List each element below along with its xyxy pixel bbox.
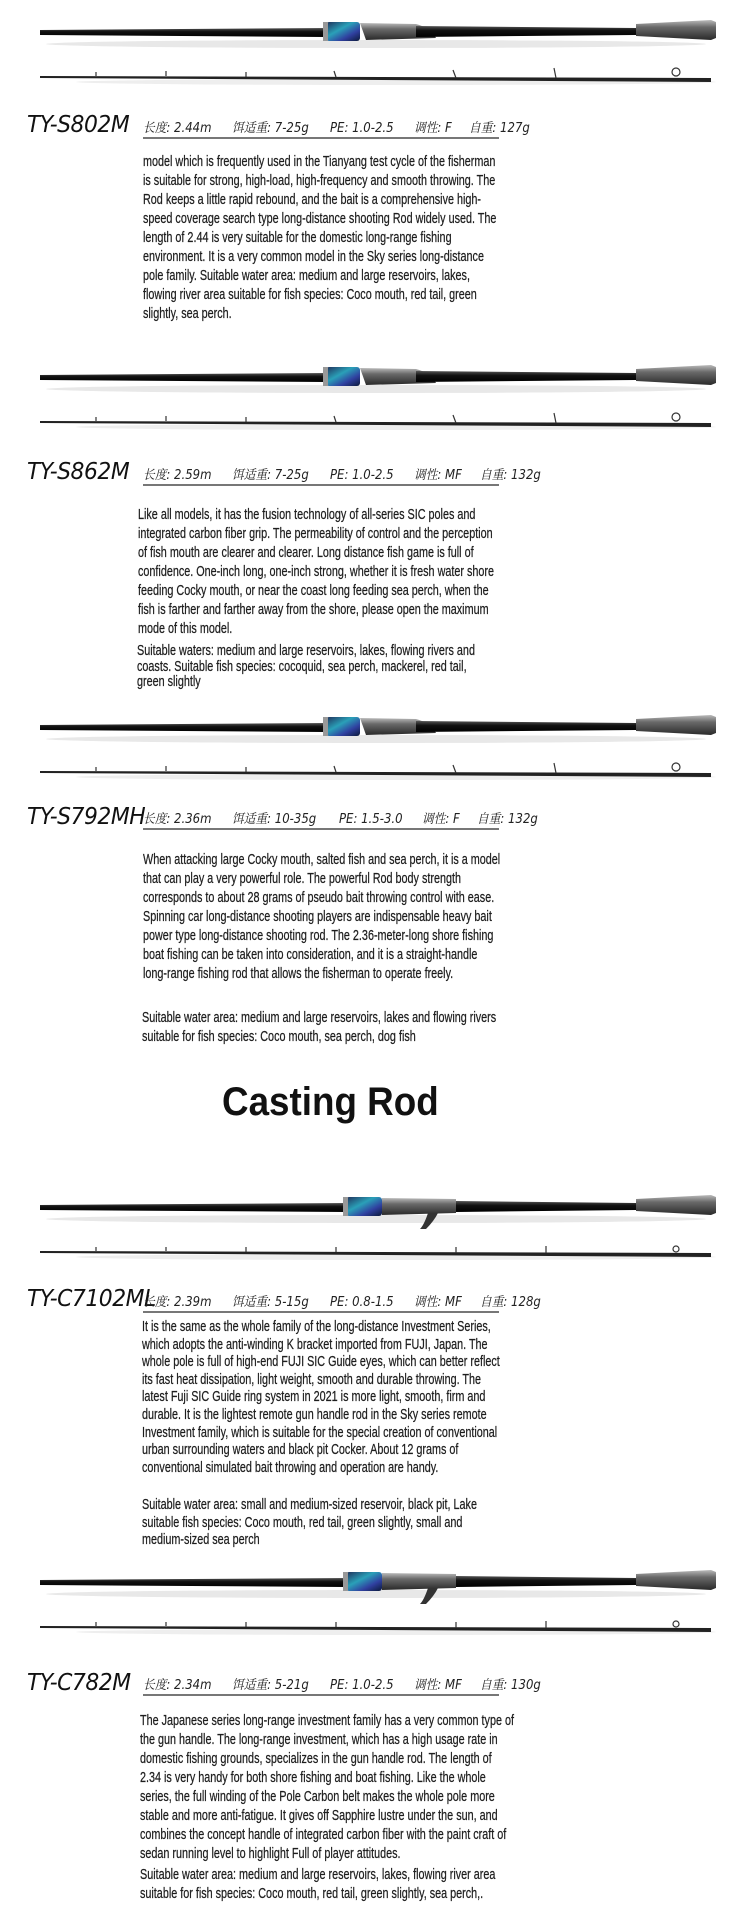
- section-heading-casting-rod: Casting Rod: [222, 1080, 439, 1124]
- spec-pe: PE: 1.0-2.5: [330, 121, 394, 136]
- spec-pe: PE: 1.0-2.5: [330, 468, 394, 483]
- spec-line: [143, 461, 542, 486]
- rod-description: Like all models, it has the fusion technology of all-series SIC poles and integrated carbon fiber grip. The permeability of control and the perception of fish mouth are clearer and clearer. Long distance fish game is full of confidence. One-inch long, one-inch strong, whether it is fresh water shore feeding Cocky mouth, or near the coast long feeding sea perch, when the fish is farther and farther away from the shore, please open the maximum mode of this model.: [138, 506, 494, 637]
- model-name: TY-S792MH: [27, 804, 146, 830]
- spec-length: 长度: 2.44m: [143, 121, 212, 136]
- spec-action: 调性: F: [414, 121, 452, 136]
- spec-action: 调性: F: [422, 812, 461, 827]
- spec-lure-weight: 饵适重: 7-25g: [232, 468, 309, 483]
- spec-pe: PE: 0.8-1.5: [330, 1295, 394, 1310]
- spec-line: [143, 805, 539, 830]
- spec-length: 长度: 2.34m: [143, 1678, 212, 1693]
- spinning-rod-image: [36, 705, 720, 789]
- spec-weight: 自重: 132g: [480, 468, 542, 483]
- rod-suitable-waters: Suitable water area: medium and large reservoirs, lakes and flowing rivers suitable for fish species: Coco mouth, sea perch, dog fish: [142, 1009, 497, 1045]
- model-name: TY-C7102ML: [27, 1286, 156, 1312]
- model-name: TY-S802M: [27, 112, 130, 138]
- casting-rod-image: [36, 1560, 720, 1644]
- spec-length: 长度: 2.39m: [143, 1295, 212, 1310]
- spec-line: [143, 114, 530, 139]
- rod-suitable-waters: Suitable water area: small and medium-sized reservoir, black pit, Lake suitable fish species: Coco mouth, red tail, green slightly, small and medium-sized sea perch: [142, 1496, 477, 1549]
- rod-description: model which is frequently used in the Tianyang test cycle of the fisherman is suitable for strong, high-load, high-frequency and smooth throwing. The Rod keeps a little rapid rebound, and the bait is a comprehensive high-speed coverage search type long-distance shooting Rod widely used. The length of 2.44 is very suitable for the domestic long-range fishing environment. It is a very common model in the Sky series long-distance pole family. Suitable water area: medium and large reservoirs, lakes, flowing river area suitable for fish species: Coco mouth, red tail, green slightly, sea perch.: [143, 153, 497, 322]
- spec-length: 长度: 2.36m: [143, 812, 212, 827]
- spinning-rod-image: [36, 10, 720, 94]
- spec-weight: 自重: 130g: [480, 1678, 542, 1693]
- rod-description: It is the same as the whole family of the long-distance Investment Series, which adopts the anti-winding K bracket imported from FUJI, Japan. The whole pole is full of high-end FUJI SIC Guide eyes, which can better reflect its fast heat dissipation, light weight, smooth and durable throwing. The latest Fuji SIC Guide ring system in 2021 is more light, smooth, firm and durable. It is the lightest remote gun handle rod in the Sky series remote Investment family, which is suitable for the special creation of conventional urban surrounding waters and black pit Cocker. About 12 grams of conventional simulated bait throwing and operation are handy.: [142, 1318, 500, 1476]
- spec-pe: PE: 1.0-2.5: [330, 1678, 394, 1693]
- rod-description: When attacking large Cocky mouth, salted fish and sea perch, it is a model that can play a very powerful role. The powerful Rod body strength corresponds to about 28 grams of pseudo bait throwing control with ease. Spinning car long-distance shooting players are indispensable heavy bait power type long-distance shooting rod. The 2.36-meter-long shore fishing boat fishing can be taken into consideration, and it is a straight-handle long-range fishing rod that allows the fisherman to operate freely.: [143, 851, 501, 982]
- spinning-rod-image: [36, 355, 720, 439]
- rod-suitable-waters: Suitable waters: medium and large reservoirs, lakes, flowing rivers and coasts. Suitable fish species: cocoquid, sea perch, mackerel, red tail, green slightly: [137, 642, 475, 690]
- spec-weight: 自重: 128g: [480, 1295, 542, 1310]
- spec-lure-weight: 饵适重: 5-21g: [232, 1678, 309, 1693]
- spec-pe: PE: 1.5-3.0: [338, 812, 403, 827]
- spec-action: 调性: MF: [414, 1678, 462, 1693]
- rod-description: The Japanese series long-range investment family has a very common type of the gun handle. The long-range investment, which has a high usage rate in domestic fishing grounds, specializes in the gun handle rod. The length of 2.34 is very handy for both shore fishing and boat fishing. Like the whole series, the full winding of the Pole Carbon belt makes the whole pole more stable and more anti-fatigue. It gives off Sapphire lustre under the sun, and combines the concept handle of integrated carbon fiber with the paint craft of sedan running level to highlight Full of player attitudes.: [140, 1712, 514, 1862]
- rod-suitable-waters: Suitable water area: medium and large reservoirs, lakes, flowing river area suitable for fish species: Coco mouth, red tail, green slightly, sea perch,.: [140, 1866, 496, 1902]
- spec-line: [143, 1671, 542, 1696]
- spec-action: 调性: MF: [414, 1295, 462, 1310]
- spec-lure-weight: 饵适重: 10-35g: [232, 812, 317, 827]
- model-name: TY-S862M: [27, 459, 130, 485]
- spec-action: 调性: MF: [414, 468, 462, 483]
- spec-weight: 自重: 127g: [469, 121, 530, 136]
- casting-rod-image: [36, 1185, 720, 1269]
- spec-weight: 自重: 132g: [477, 812, 539, 827]
- spec-lure-weight: 饵适重: 7-25g: [232, 121, 309, 136]
- model-name: TY-C782M: [27, 1670, 131, 1696]
- spec-lure-weight: 饵适重: 5-15g: [232, 1295, 309, 1310]
- spec-line: [143, 1288, 542, 1313]
- spec-length: 长度: 2.59m: [143, 468, 212, 483]
